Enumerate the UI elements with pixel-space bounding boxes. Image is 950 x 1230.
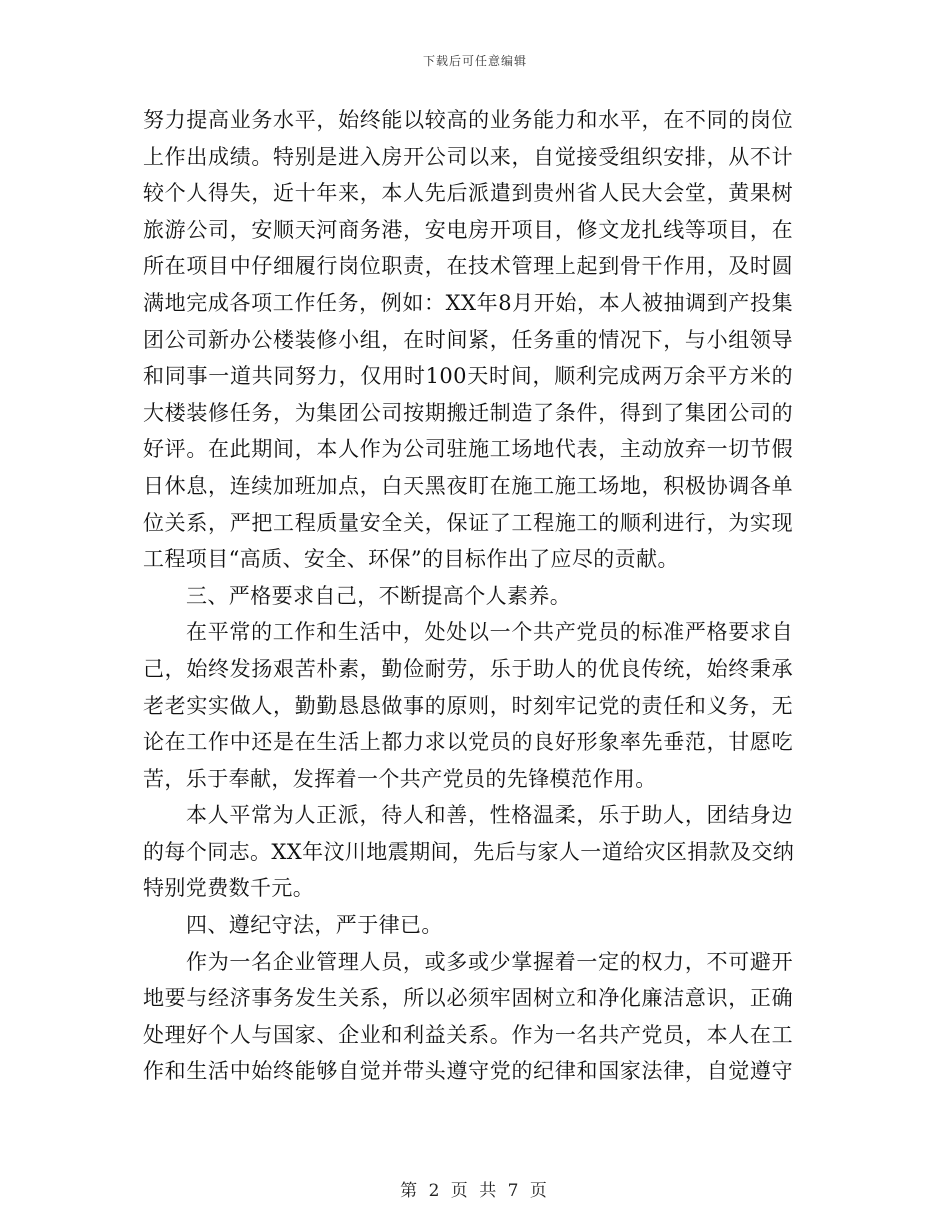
document-body xyxy=(143,102,793,1090)
text-line: 位关系，严把工程质量安全关，保证了工程施工的顺利进行，为实现 xyxy=(143,510,793,535)
text-line: 在平常的工作和生活中，处处以一个共产党员的标准严格要求自 xyxy=(186,620,793,645)
page-header: 下载后可任意编辑 xyxy=(422,54,527,68)
text-line: 己，始终发扬艰苦朴素，勤俭耐劳，乐于助人的优良传统，始终秉承 xyxy=(143,656,793,681)
text-line: 本人平常为人正派，待人和善，性格温柔，乐于助人，团结身边 xyxy=(186,803,793,828)
text-line: 较个人得失，近十年来，本人先后派遣到贵州省人民大会堂，黄果树 xyxy=(143,181,793,206)
text-line: 论在工作中还是在生活上都力求以党员的良好形象率先垂范，甘愿吃 xyxy=(143,730,793,755)
text-line: 满地完成各项工作任务，例如：XX年8月开始，本人被抽调到产投集 xyxy=(143,290,793,315)
text-line: 旅游公司，安顺天河商务港，安电房开项目，修文龙扎线等项目，在 xyxy=(143,217,793,242)
text-line: 特别党费数千元。 xyxy=(143,876,315,901)
text-line: 作和生活中始终能够自觉并带头遵守党的纪律和国家法律，自觉遵守 xyxy=(143,1059,793,1084)
text-line: 大楼装修任务，为集团公司按期搬迁制造了条件，得到了集团公司的 xyxy=(143,400,793,425)
text-line: 处理好个人与国家、企业和利益关系。作为一名共产党员，本人在工 xyxy=(143,1022,793,1047)
text-line: 的每个同志。XX年汶川地震期间，先后与家人一道给灾区捐款及交纳 xyxy=(143,839,795,864)
text-line: 作为一名企业管理人员，或多或少掌握着一定的权力，不可避开 xyxy=(186,949,793,974)
text-line: 所在项目中仔细履行岗位职责，在技术管理上起到骨干作用，及时圆 xyxy=(143,254,793,279)
text-line: 努力提高业务水平，始终能以较高的业务能力和水平，在不同的岗位 xyxy=(143,108,793,132)
section-heading: 三、严格要求自己，不断提高个人素养。 xyxy=(186,583,572,608)
text-line: 上作出成绩。特别是进入房开公司以来，自觉接受组织安排，从不计 xyxy=(143,144,793,169)
text-line: 工程项目“高质、安全、环保”的目标作出了应尽的贡献。 xyxy=(143,547,679,572)
text-line: 和同事一道共同努力，仅用时100天时间，顺利完成两万余平方米的 xyxy=(143,364,793,389)
text-line: 日休息，连续加班加点，白天黑夜盯在施工施工场地，积极协调各单 xyxy=(143,473,793,498)
text-line: 团公司新办公楼装修小组，在时间紧，任务重的情况下，与小组领导 xyxy=(143,327,793,352)
text-line: 老老实实做人，勤勤恳恳做事的原则，时刻牢记党的责任和义务，无 xyxy=(143,693,793,718)
text-line: 苦，乐于奉献，发挥着一个共产党员的先锋模范作用。 xyxy=(143,766,657,791)
section-heading: 四、遵纪守法，严于律已。 xyxy=(186,913,443,938)
text-line: 地要与经济事务发生关系，所以必须牢固树立和净化廉洁意识，正确 xyxy=(143,986,793,1011)
text-line: 好评。在此期间，本人作为公司驻施工场地代表，主动放弃一切节假 xyxy=(143,437,793,462)
page-number: 第 2 页 共 7 页 xyxy=(400,1181,550,1201)
